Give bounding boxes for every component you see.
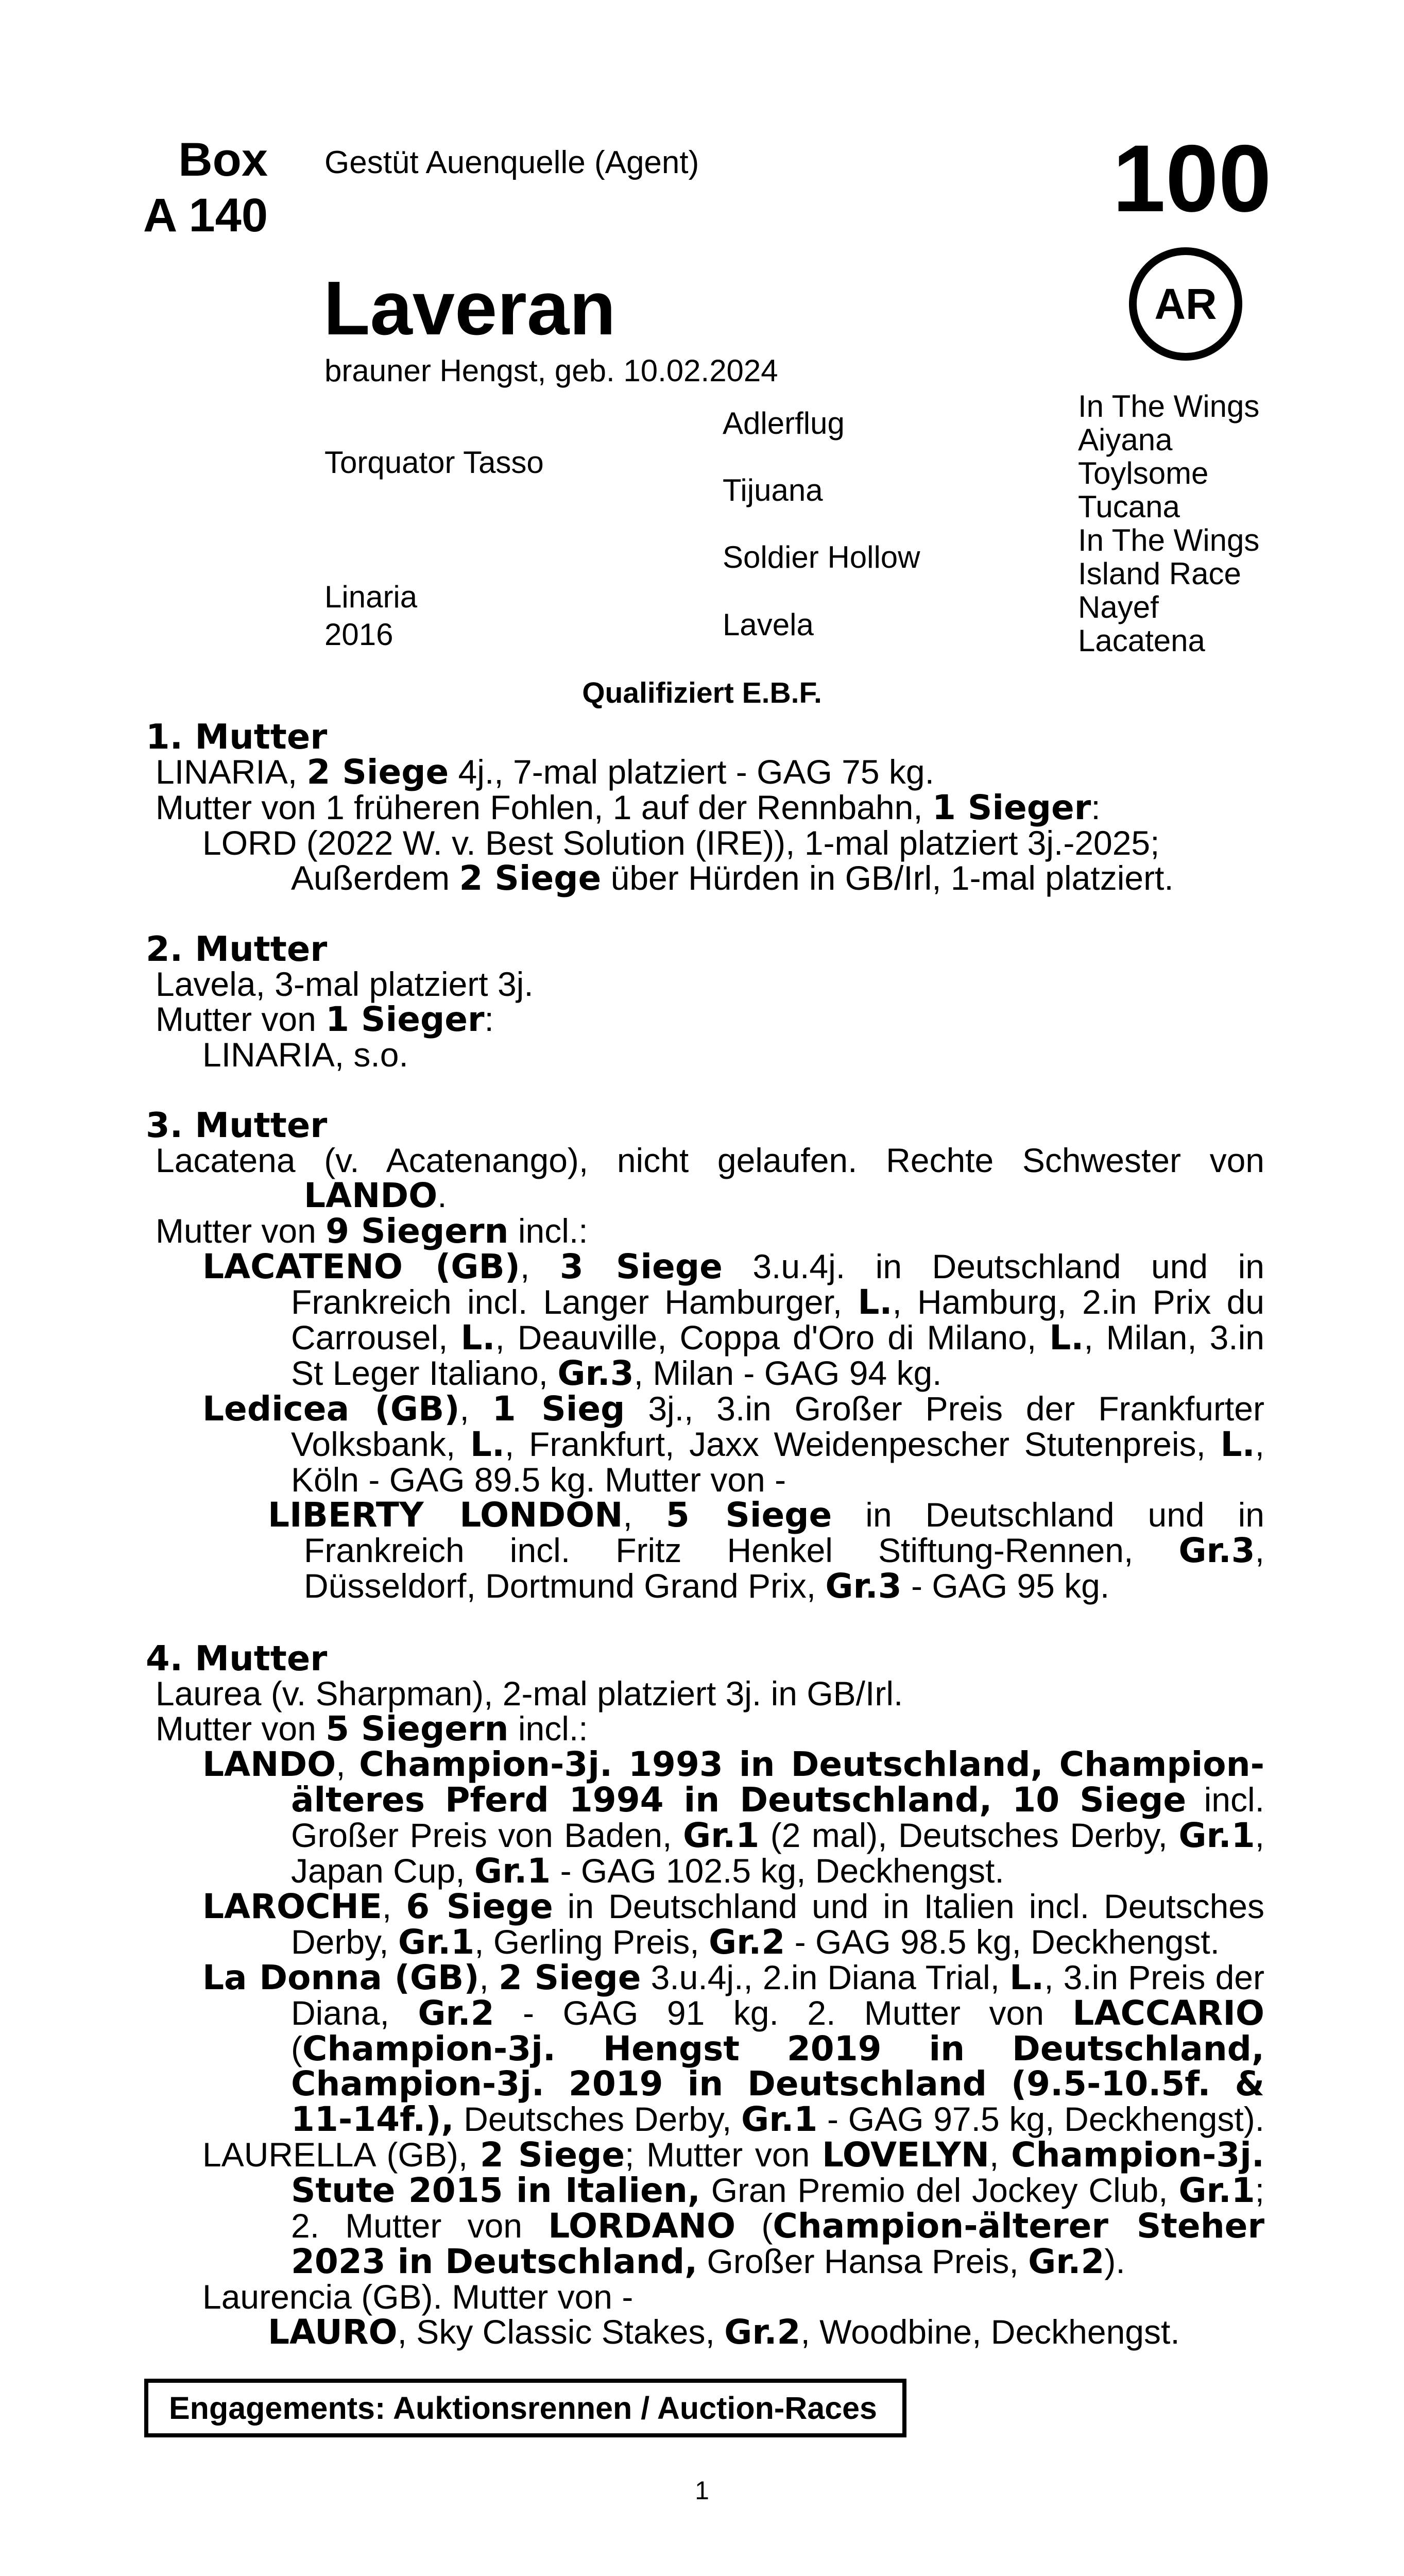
engagements-box [144, 2379, 906, 2437]
text-line: Frankreich incl. Langer Hamburger, L., Hamburg, 2.in Prix du [291, 1282, 1264, 1322]
section-second-dam [0, 931, 1267, 1072]
pedigree-great-grandparent: Nayef [1078, 590, 1159, 624]
text-line: (Champion-3j. Hengst 2019 in Deutschland, [291, 2029, 1264, 2069]
pedigree-sire: Torquator Tasso [324, 445, 544, 480]
section-title: 4. Mutter [146, 1638, 328, 1679]
text-line: La Donna (GB), 2 Siege 3.u.4j., 2.in Diana Trial, L., 3.in Preis der [202, 1958, 1264, 1997]
text-line: Düsseldorf, Dortmund Grand Prix, Gr.3 - GAG 95 kg. [304, 1566, 1110, 1606]
text-line: 11-14f.), Deutsches Derby, Gr.1 - GAG 97.5 kg, Deckhengst). [291, 2099, 1265, 2139]
pedigree-great-grandparent: Lacatena [1078, 623, 1205, 658]
text-line: LACATENO (GB), 3 Siege 3.u.4j. in Deutschland und in [202, 1247, 1264, 1286]
text-line: Köln - GAG 89.5 kg. Mutter von - [291, 1461, 786, 1499]
engagements-text: Engagements: Auktionsrennen / Auction-Races [169, 2391, 877, 2426]
ar-badge-text: AR [1154, 279, 1217, 328]
text-line: Champion-3j. 2019 in Deutschland (9.5-10.5f. & [291, 2064, 1264, 2104]
pedigree-grandparent: Adlerflug [723, 406, 845, 440]
text-line: Laurea (v. Sharpman), 2-mal platziert 3j. in GB/Irl. [156, 1674, 903, 1713]
page-number: 1 [695, 2476, 709, 2505]
section-third-dam [0, 1105, 1264, 1606]
text-line: LANDO. [304, 1176, 447, 1215]
text-line: Stute 2015 in Italien, Gran Premio del Jockey Club, Gr.1; [291, 2171, 1264, 2210]
text-line: Laurencia (GB). Mutter von - [202, 2278, 633, 2316]
text-line: LINARIA, 2 Siege 4j., 7-mal platziert - GAG 75 kg. [156, 752, 934, 792]
text-line: LINARIA, s.o. [202, 1036, 408, 1074]
ar-badge [1129, 247, 1242, 361]
text-line: 2. Mutter von LORDANO (Champion-älterer Steher [291, 2206, 1264, 2246]
text-line: Lavela, 3-mal platziert 3j. [156, 965, 534, 1003]
text-line: LAROCHE, 6 Siege in Deutschland und in Italien incl. Deutsches [202, 1887, 1264, 1926]
horse-name: Laveran [323, 266, 616, 351]
lot-number: 100 [1112, 126, 1272, 232]
text-line: Japan Cup, Gr.1 - GAG 102.5 kg, Deckhengst. [291, 1851, 1004, 1891]
pedigree-great-grandparent: In The Wings [1078, 523, 1260, 557]
pedigree-great-grandparent: In The Wings [1078, 389, 1260, 423]
text-line: LIBERTY LONDON, 5 Siege in Deutschland und in [268, 1495, 1264, 1535]
pedigree-great-grandparent: Island Race [1078, 556, 1241, 591]
section-title: 3. Mutter [146, 1105, 328, 1145]
text-line: LORD (2022 W. v. Best Solution (IRE)), 1-mal platziert 3j.-2025; [202, 824, 1160, 862]
text-line: Mutter von 1 Sieger: [156, 999, 494, 1039]
text-line: Mutter von 5 Siegern incl.: [156, 1709, 588, 1749]
text-line: LAURO, Sky Classic Stakes, Gr.2, Woodbine, Deckhengst. [268, 2312, 1180, 2352]
text-line: St Leger Italiano, Gr.3, Milan - GAG 94 kg. [291, 1353, 942, 1393]
pedigree-great-grandparent: Tucana [1078, 489, 1180, 524]
text-line: LAURELLA (GB), 2 Siege; Mutter von LOVELYN, Champion-3j. [202, 2135, 1264, 2175]
box-label: Box [178, 133, 268, 186]
pedigree-grandparent: Tijuana [723, 473, 823, 507]
section-title: 2. Mutter [146, 929, 328, 969]
text-line: Großer Preis von Baden, Gr.1 (2 mal), Deutsches Derby, Gr.1, [291, 1816, 1264, 1855]
text-line: Carrousel, L., Deauville, Coppa d'Oro di Milano, L., Milan, 3.in [291, 1318, 1264, 1358]
pedigree-dam-year: 2016 [324, 617, 393, 652]
section-first-dam [0, 719, 1267, 896]
pedigree-grandparent: Soldier Hollow [723, 540, 920, 574]
section-title: 1. Mutter [146, 717, 328, 757]
text-line: Außerdem 2 Siege über Hürden in GB/Irl, 1-mal platziert. [291, 858, 1174, 898]
text-line: Ledicea (GB), 1 Sieg 3j., 3.in Großer Preis der Frankfurter [202, 1389, 1264, 1429]
text-line: Frankreich incl. Fritz Henkel Stiftung-Rennen, Gr.3, [304, 1531, 1264, 1570]
pedigree-great-grandparent: Aiyana [1078, 422, 1173, 457]
text-line: LANDO, Champion-3j. 1993 in Deutschland, Champion- [202, 1744, 1264, 1784]
text-line: Diana, Gr.2 - GAG 91 kg. 2. Mutter von LACCARIO [291, 1993, 1264, 2033]
text-line: Derby, Gr.1, Gerling Preis, Gr.2 - GAG 98.5 kg, Deckhengst. [291, 1922, 1220, 1962]
agent-name: Gestüt Auenquelle (Agent) [324, 145, 699, 180]
horse-description: brauner Hengst, geb. 10.02.2024 [324, 353, 778, 388]
pedigree-dam: Linaria [324, 580, 418, 614]
text-line: Lacatena (v. Acatenango), nicht gelaufen. Rechte Schwester von [156, 1141, 1264, 1179]
section-fourth-dam [0, 1638, 1265, 2352]
text-line: 2023 in Deutschland, Großer Hansa Preis, Gr.2). [291, 2242, 1125, 2281]
text-line: Mutter von 1 früheren Fohlen, 1 auf der Rennbahn, 1 Sieger: [156, 788, 1101, 827]
text-line: Volksbank, L., Frankfurt, Jaxx Weidenpescher Stutenpreis, L., [291, 1425, 1264, 1464]
box-number: A 140 [143, 189, 268, 242]
text-line: älteres Pferd 1994 in Deutschland, 10 Siege incl. [291, 1780, 1264, 1820]
pedigree-grandparent: Lavela [723, 607, 814, 642]
pedigree-great-grandparent: Toylsome [1078, 456, 1209, 490]
text-line: Mutter von 9 Siegern incl.: [156, 1211, 588, 1251]
qualification-note: Qualifiziert E.B.F. [582, 676, 822, 709]
